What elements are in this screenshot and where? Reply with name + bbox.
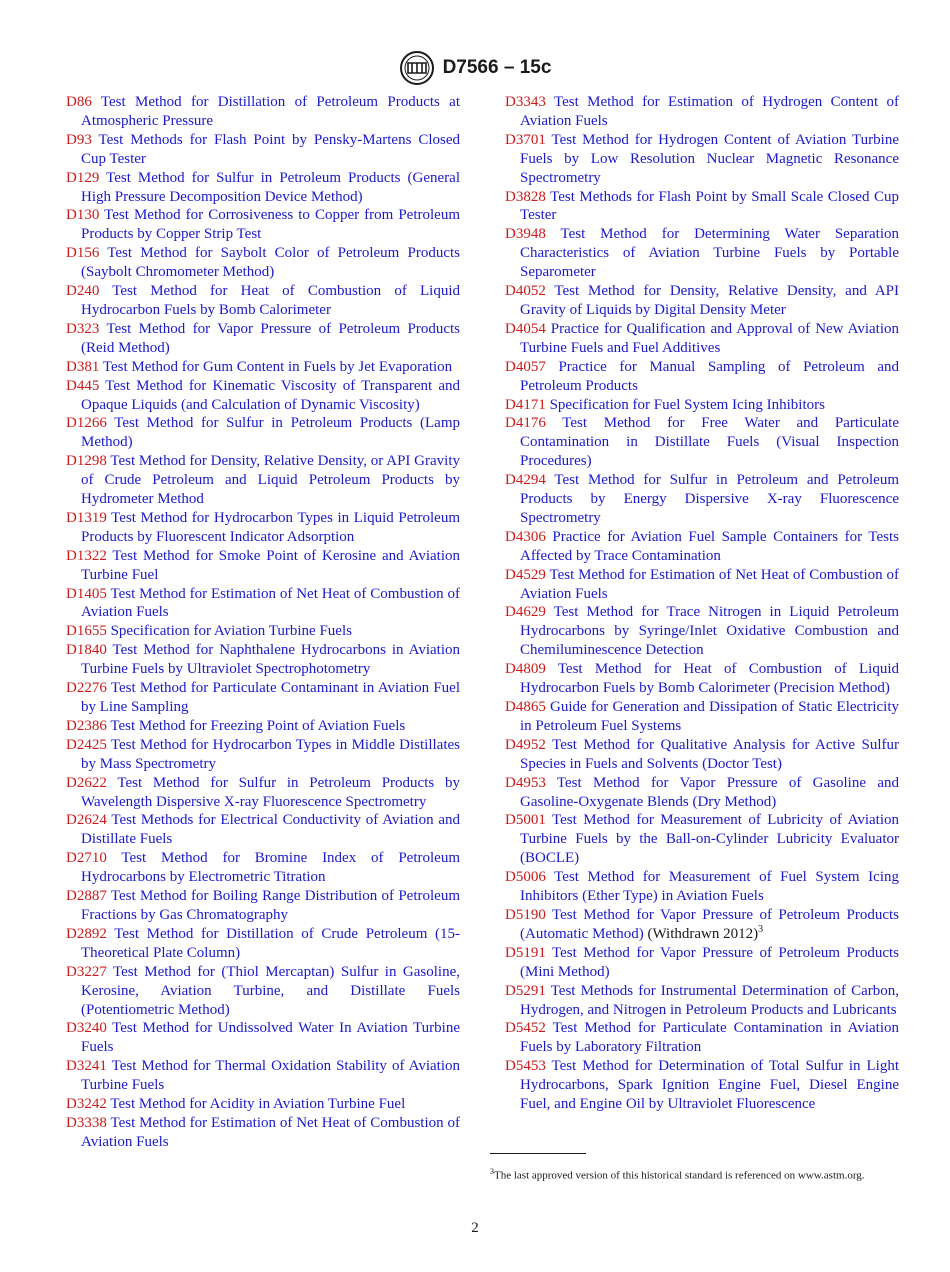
reference-code-link[interactable]: D381 [66, 358, 100, 375]
reference-item [66, 585, 460, 623]
reference-code-link[interactable]: D156 [66, 245, 100, 262]
reference-item [505, 320, 899, 358]
reference-title: Practice for Manual Sampling of Petroleum and Petroleum Products [520, 358, 899, 394]
reference-code-link[interactable]: D2892 [66, 925, 107, 942]
reference-title: Test Methods for Flash Point by Small Scale Closed Cup Tester [520, 188, 899, 224]
reference-title: Test Method for Vapor Pressure of Petroleum Products (Reid Method) [81, 320, 460, 356]
reference-code-link[interactable]: D4054 [505, 320, 546, 337]
reference-code-link[interactable]: D3227 [66, 963, 107, 980]
reference-item [66, 849, 460, 887]
reference-item [505, 414, 899, 471]
reference-title: Test Method for Vapor Pressure of Gasoline and Gasoline-Oxygenate Blends (Dry Method) [520, 774, 899, 810]
reference-title: Test Method for Freezing Point of Aviation Fuels [110, 717, 406, 734]
reference-code-link[interactable]: D3828 [505, 188, 546, 205]
reference-title: Test Method for Trace Nitrogen in Liquid Petroleum Hydrocarbons by Syringe/Inlet Oxidative Combustion and Chemiluminescence Detection [520, 604, 899, 659]
reference-item [505, 225, 899, 282]
reference-item [505, 736, 899, 774]
reference-code-link[interactable]: D3242 [66, 1096, 107, 1113]
reference-code-link[interactable]: D93 [66, 131, 92, 148]
reference-item [66, 963, 460, 1020]
reference-item [66, 169, 460, 207]
reference-title: Test Method for Determination of Total Sulfur in Light Hydrocarbons, Spark Ignition Engine Fuel, Diesel Engine Fuel, and Engine Oil by Ultraviolet Fluorescence [520, 1058, 899, 1113]
reference-code-link[interactable]: D5452 [505, 1020, 546, 1037]
reference-code-link[interactable]: D1322 [66, 547, 107, 564]
reference-title: Practice for Aviation Fuel Sample Containers for Tests Affected by Trace Contamination [520, 528, 900, 564]
reference-code-link[interactable]: D3241 [66, 1058, 107, 1075]
reference-item [66, 320, 460, 358]
reference-code-link[interactable]: D2386 [66, 717, 107, 734]
reference-code-link[interactable]: D2887 [66, 888, 107, 905]
reference-item [66, 93, 460, 131]
footnote-divider [490, 1153, 586, 1154]
reference-title: Test Method for Density, Relative Density, or API Gravity of Crude Petroleum and Liquid Petroleum Products by Hydrometer Method [81, 453, 460, 508]
reference-code-link[interactable]: D5006 [505, 869, 546, 886]
reference-code-link[interactable]: D5191 [505, 944, 546, 961]
footnote-marker: 3 [490, 1167, 494, 1176]
reference-item [66, 1019, 460, 1057]
reference-title: Test Method for Corrosiveness to Copper from Petroleum Products by Copper Strip Test [81, 207, 460, 243]
reference-item [505, 471, 899, 528]
reference-item [505, 603, 899, 660]
reference-item [505, 868, 899, 906]
reference-item [66, 244, 460, 282]
reference-title: Test Method for Free Water and Particulate Contamination in Distillate Fuels (Visual Inspection Procedures) [520, 415, 900, 470]
reference-title: Test Method for Particulate Contaminant in Aviation Fuel by Line Sampling [81, 680, 460, 715]
reference-code-link[interactable]: D4057 [505, 358, 546, 375]
reference-title: Test Method for Qualitative Analysis for Active Sulfur Species in Fuels and Solvents (Doctor Test) [520, 736, 899, 772]
reference-title: Test Method for Vapor Pressure of Petroleum Products (Mini Method) [520, 944, 899, 980]
reference-title: Test Method for Heat of Combustion of Liquid Hydrocarbon Fuels by Bomb Calorimeter (Precision Method) [520, 661, 899, 697]
reference-item [505, 566, 899, 604]
reference-item [505, 982, 899, 1020]
reference-code-link[interactable]: D4176 [505, 415, 546, 432]
document-designation: D7566 – 15c [442, 57, 552, 78]
reference-item [505, 906, 899, 944]
reference-title: Test Method for Saybolt Color of Petroleum Products (Saybolt Chromometer Method) [81, 245, 460, 281]
reference-title: Specification for Aviation Turbine Fuels [110, 623, 352, 640]
reference-code-link[interactable]: D1840 [66, 642, 107, 659]
reference-title: Test Method for Hydrogen Content of Aviation Turbine Fuels by Low Resolution Nuclear Magnetic Resonance Spectrometry [520, 131, 899, 186]
page-number: 2 [471, 1220, 479, 1236]
astm-logo-icon [399, 50, 435, 86]
reference-item [66, 1114, 460, 1152]
reference-item [66, 925, 460, 963]
reference-item [505, 188, 899, 226]
reference-item [66, 622, 460, 641]
reference-code-link[interactable]: D1266 [66, 415, 107, 432]
reference-code-link[interactable]: D2624 [66, 812, 107, 829]
reference-code-link[interactable]: D129 [66, 169, 100, 186]
reference-title: Test Method for Estimation of Net Heat of Combustion of Aviation Fuels [81, 1114, 461, 1150]
reference-item [505, 131, 899, 188]
reference-code-link[interactable]: D2710 [66, 850, 107, 867]
reference-title: Test Method for Bromine Index of Petroleum Hydrocarbons by Electrometric Titration [81, 850, 460, 886]
reference-code-link[interactable]: D3948 [505, 226, 546, 243]
reference-code-link[interactable]: D1298 [66, 453, 107, 470]
reference-code-link[interactable]: D3343 [505, 94, 546, 110]
reference-code-link[interactable]: D240 [66, 283, 100, 300]
reference-item [66, 736, 460, 774]
reference-title: Test Method for Distillation of Crude Petroleum (15-Theoretical Plate Column) [81, 925, 461, 961]
footnote-reference: 3 [758, 923, 764, 935]
reference-item [66, 717, 460, 736]
reference-code-link[interactable]: D2276 [66, 680, 107, 697]
reference-item [66, 1057, 460, 1095]
reference-title: Test Method for Sulfur in Petroleum Products (Lamp Method) [81, 415, 460, 451]
reference-item [505, 93, 899, 131]
reference-item [505, 1057, 899, 1114]
reference-title: Test Method for Vapor Pressure of Petroleum Products (Automatic Method) [520, 906, 899, 942]
reference-code-link[interactable]: D2425 [66, 736, 107, 753]
page-header [0, 48, 950, 88]
reference-title: Test Method for Hydrocarbon Types in Liquid Petroleum Products by Fluorescent Indicator Adsorption [81, 509, 461, 545]
reference-item [505, 660, 899, 698]
reference-item [66, 377, 460, 415]
footnote [490, 1164, 899, 1184]
reference-code-link[interactable]: D323 [66, 320, 100, 337]
reference-title: Test Method for Measurement of Fuel System Icing Inhibitors (Ether Type) in Aviation Fuels [520, 869, 899, 905]
reference-code-link[interactable]: D4306 [505, 528, 546, 545]
reference-title: Test Method for Kinematic Viscosity of Transparent and Opaque Liquids (and Calculation of Dynamic Viscosity) [81, 377, 460, 413]
reference-item [66, 206, 460, 244]
reference-title: Specification for Fuel System Icing Inhibitors [549, 396, 825, 413]
reference-title: Test Method for Thermal Oxidation Stability of Aviation Turbine Fuels [81, 1058, 460, 1094]
reference-title: Test Methods for Flash Point by Pensky-Martens Closed Cup Tester [81, 131, 461, 167]
reference-code-link[interactable]: D4052 [505, 283, 546, 300]
reference-title: Test Method for Heat of Combustion of Liquid Hydrocarbon Fuels by Bomb Calorimeter [81, 283, 460, 318]
references-left-column [66, 93, 460, 1152]
reference-title: Test Method for Gum Content in Fuels by Jet Evaporation [102, 358, 453, 375]
reference-title: Test Method for Measurement of Lubricity of Aviation Turbine Fuels by the Ball-on-Cylinder Lubricity Evaluator (BOCLE) [520, 812, 899, 867]
reference-code-link[interactable]: D4809 [505, 661, 546, 678]
reference-title: Test Method for Sulfur in Petroleum and Petroleum Products by Energy Dispersive X-ray Fluorescence Spectrometry [520, 472, 899, 526]
reference-title: Guide for Generation and Dissipation of Static Electricity in Petroleum Fuel Systems [520, 699, 899, 734]
reference-title: Test Method for (Thiol Mercaptan) Sulfur in Gasoline, Kerosine, Aviation Turbine, and Distillate Fuels (Potentiometric Method) [81, 963, 460, 1018]
reference-title: Test Methods for Instrumental Determination of Carbon, Hydrogen, and Nitrogen in Petroleum Products and Lubricants [520, 982, 899, 1018]
reference-title: Test Method for Sulfur in Petroleum Products (General High Pressure Decomposition Device Method) [81, 169, 461, 205]
reference-code-link[interactable]: D1319 [66, 509, 107, 526]
reference-item [505, 358, 899, 396]
reference-code-link[interactable]: D4171 [505, 396, 546, 413]
reference-item [66, 887, 460, 925]
reference-item [66, 641, 460, 679]
reference-title: Test Method for Determining Water Separation Characteristics of Aviation Turbine Fuels by Portable Separometer [520, 226, 899, 281]
reference-title: Test Method for Distillation of Petroleum Products at Atmospheric Pressure [81, 94, 460, 129]
reference-title: Test Method for Particulate Contamination in Aviation Fuels by Laboratory Filtration [520, 1020, 899, 1056]
reference-item [66, 452, 460, 509]
reference-item [66, 509, 460, 547]
reference-item [505, 944, 899, 982]
reference-title: Test Method for Undissolved Water In Aviation Turbine Fuels [81, 1020, 461, 1056]
reference-title: Test Method for Hydrocarbon Types in Middle Distillates by Mass Spectrometry [81, 736, 461, 772]
reference-item [66, 414, 460, 452]
reference-title: Practice for Qualification and Approval of New Aviation Turbine Fuels and Fuel Additives [520, 320, 899, 356]
reference-title: Test Method for Boiling Range Distribution of Petroleum Fractions by Gas Chromatography [81, 888, 460, 923]
reference-code-link[interactable]: D4629 [505, 604, 546, 621]
reference-item [66, 358, 460, 377]
reference-code-link[interactable]: D3240 [66, 1020, 107, 1037]
footnote-text: The last approved version of this historical standard is referenced on www.astm.org. [494, 1169, 865, 1182]
reference-item [505, 811, 899, 868]
reference-item [505, 528, 899, 566]
reference-code-link[interactable]: D4294 [505, 472, 546, 489]
reference-item [505, 282, 899, 320]
reference-title: Test Methods for Electrical Conductivity of Aviation and Distillate Fuels [81, 812, 460, 848]
reference-item [505, 774, 899, 812]
reference-code-link[interactable]: D445 [66, 377, 100, 394]
reference-item [66, 1095, 460, 1114]
reference-code-link[interactable]: D4952 [505, 736, 546, 753]
reference-code-link[interactable]: D86 [66, 94, 92, 110]
reference-item [66, 774, 460, 812]
reference-item [505, 396, 899, 415]
reference-title: Test Method for Acidity in Aviation Turbine Fuel [110, 1096, 406, 1113]
reference-title: Test Method for Naphthalene Hydrocarbons in Aviation Turbine Fuels by Ultraviolet Spectrophotometry [81, 642, 460, 678]
reference-code-link[interactable]: D3701 [505, 131, 546, 148]
reference-title: Test Method for Sulfur in Petroleum Products by Wavelength Dispersive X-ray Fluorescence Spectrometry [81, 774, 460, 810]
reference-code-link[interactable]: D1405 [66, 585, 107, 602]
reference-code-link[interactable]: D4865 [505, 699, 546, 715]
reference-item [66, 131, 460, 169]
reference-code-link[interactable]: D1655 [66, 623, 107, 640]
reference-item [505, 698, 899, 736]
reference-title: Test Method for Estimation of Net Heat of Combustion of Aviation Fuels [520, 566, 900, 602]
reference-title: Test Method for Estimation of Hydrogen Content of Aviation Fuels [520, 94, 899, 129]
reference-code-link[interactable]: D5001 [505, 812, 546, 829]
reference-code-link[interactable]: D3338 [66, 1114, 107, 1131]
reference-item [66, 547, 460, 585]
reference-code-link[interactable]: D5453 [505, 1058, 546, 1075]
reference-item [66, 282, 460, 320]
reference-title: Test Method for Smoke Point of Kerosine and Aviation Turbine Fuel [81, 547, 460, 583]
reference-code-link[interactable]: D5190 [505, 906, 546, 923]
reference-item [66, 679, 460, 717]
references-right-column [505, 93, 899, 1114]
reference-code-link[interactable]: D2622 [66, 774, 107, 791]
reference-code-link[interactable]: D4953 [505, 774, 546, 791]
reference-code-link[interactable]: D4529 [505, 566, 546, 583]
reference-title: Test Method for Estimation of Net Heat of Combustion of Aviation Fuels [81, 585, 461, 621]
reference-code-link[interactable]: D5291 [505, 982, 546, 999]
reference-title: Test Method for Density, Relative Density, and API Gravity of Liquids by Digital Density Meter [520, 283, 899, 318]
reference-item [66, 811, 460, 849]
reference-code-link[interactable]: D130 [66, 207, 100, 224]
reference-note: (Withdrawn 2012) [643, 925, 759, 942]
reference-item [505, 1019, 899, 1057]
